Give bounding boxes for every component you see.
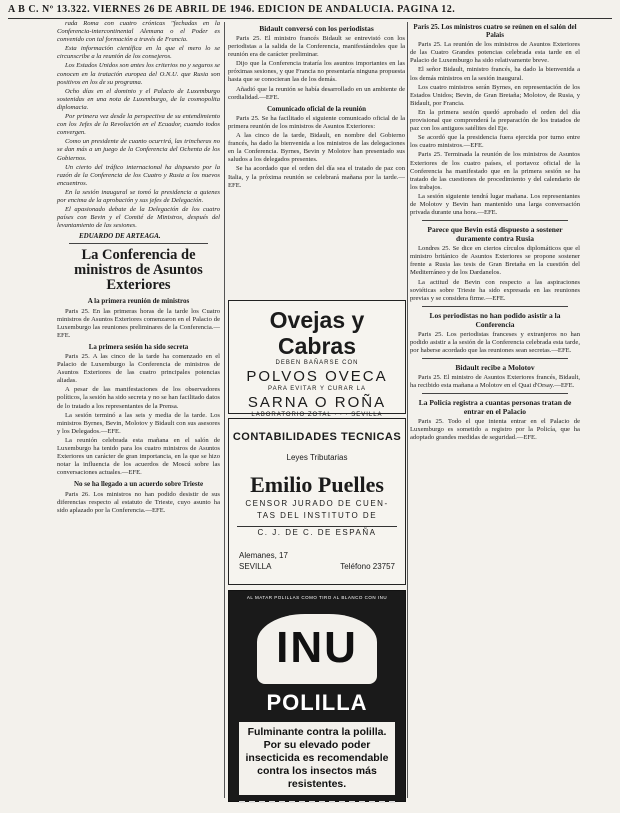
header-rule [8, 18, 612, 19]
paragraph: La reunión celebrada esta mañana en el salón de Luxemburgo ha tenido para los cuatro ministros de Asuntos Exteriores un carácter de gran importancia, en la que se hizo notar la influencia de los acuerdos de Moscú sobre las conversaciones actuales.—EFE. [57, 436, 220, 477]
subheadline: Paris 25. Los ministros cuatro se reúnen en el salón del Palais [413, 23, 577, 40]
divider [422, 358, 568, 359]
advert-city: SEVILLA [239, 562, 272, 571]
divider [422, 393, 568, 394]
divider [69, 243, 208, 244]
paragraph: Por primera vez desde la perspectiva de su entendimiento con los Jefes de la Revolución en el Ecuador, cuando todos convergen. [57, 113, 220, 137]
advert-title: Ovejas y Cabras [269, 307, 365, 359]
subheadline: Comunicado oficial de la reunión [266, 104, 367, 113]
paragraph: Paris 25. A las cinco de la tarde ha comenzado en el Palacio de Luxemburgo la Conferencia de ministros de Asuntos Exteriores de las cuatro principales potencias aliadas. [57, 353, 220, 385]
advert-ovejas [228, 300, 406, 418]
paragraph: La actitud de Bevin con respecto a las aspiraciones soviéticas sobre Trieste ha sido expresada en las reuniones previas y se considera firme.—EFE. [410, 278, 580, 302]
column-right [410, 20, 580, 800]
paragraph: Esta información científica en la que el mero lo se circunscribe a la reunión de los consejeros. [57, 45, 220, 61]
column-divider [407, 22, 408, 798]
paragraph: Paris 25. Terminada la reunión de los ministros de Asuntos Exteriores de los cuatro países, el portavoz oficial de la Conferencia ha manifestado que en la primera sesión se ha tratado de las cuestiones de procedimiento y del calendario de los trabajos. [410, 151, 580, 191]
advert-brand: POLVOS OVECA [246, 368, 388, 385]
paragraph: Dijo que la Conferencia trataría los asuntos importantes en las próximas sesiones, y que Francia no presentaría ninguna propuesta hasta que se conocieran las de los demás. [228, 60, 405, 84]
divider [422, 306, 568, 307]
advert-inu [228, 590, 406, 802]
paragraph: La sesión siguiente tendrá lugar mañana. Los representantes de Molotov y Bevin han mantenido una larga conversación privada durante una hora.—EFE. [410, 192, 580, 217]
paragraph: El apasionado debate de la Delegación de los cuatro países con Bevin y el Comité de Ministros, después del levantamiento de las sesiones. [57, 206, 220, 230]
paragraph: A las cinco de la tarde, Bidault, en nombre del Gobierno francés, ha dado la bienvenida a los ministros de las delegaciones en la Conferencia. Byrnes, Bevin y Molotov han presentado sus saludos a los delegados presentes. [228, 132, 405, 164]
paragraph: Como un presidente de cuanto ocurrirá, las trincheras no se dan más a un juego de la Conferencia del Ochenta de los Gobiernos. [57, 138, 220, 162]
inu-logo: INU [257, 614, 377, 684]
paragraph: Se ha acordado que el orden del día sea el tratado de paz con Italia, y la próxima reunión se celebrará mañana por la tarde.—EFE. [228, 165, 405, 189]
advert-address: Alemanes, 17 [239, 551, 288, 560]
advert-text: Fulminante contra la polilla. Por su elevado poder insecticida es recomendable contra los insectos más resistentes. [239, 722, 395, 795]
subheadline: Bidault recibe a Molotov [455, 363, 535, 373]
advert-topline: AL MATAR POLILLAS COMO TIRO AL BLANCO CON INU [246, 595, 388, 600]
divider [422, 220, 568, 221]
subheadline: La primera sesión ha sido secreta [88, 342, 189, 351]
paragraph: Paris 25. La reunión de los ministros de Asuntos Exteriores de las Cuatro Grandes potencias celebrada esta tarde en el Palacio de Luxemburgo ha sido relativamente breve. [410, 41, 580, 65]
advert-disease: SARNA O ROÑA [247, 394, 387, 411]
paragraph: Paris 25. Se ha facilitado el siguiente comunicado oficial de la primera reunión de los ministros de Asuntos Exteriores: [228, 114, 405, 130]
paragraph: Paris 25. Todo el que intenta entrar en el Palacio de Luxemburgo es sometido a registro por la Policía, que ha adoptado grandes medidas de seguridad.—EFE. [410, 418, 580, 442]
subheadline: Parece que Bevin está dispuesto a sostener duramente contra Rusia [427, 225, 563, 244]
page-header: A B C. Nº 13.322. VIERNES 26 DE ABRIL DE 1946. EDICION DE ANDALUCIA. PAGINA 12. [8, 4, 456, 15]
column-left [57, 20, 220, 800]
advert-line: C. J. DE C. DE ESPAÑA [257, 528, 377, 537]
advert-name: Emilio Puelles [250, 472, 384, 497]
subheadline: No se ha llegado a un acuerdo sobre Trieste [73, 480, 204, 489]
paragraph: Los Estados Unidos son antes los criterios no y seguros se conocen en la tratación europea del O.N.U. que Rusia son positivos en los de su programa. [57, 62, 220, 86]
paragraph: Ocho días en el dominio y el Palacio de Luxemburgo sostenidas en una nota de Luxemburgo, de la cosmopolita diplomacia. [57, 87, 220, 111]
advert-contabilidades [228, 418, 406, 585]
paragraph: Paris 25. El ministro de Asuntos Exteriores francés, Bidault, ha recibido esta mañana a Molotov en el Quai d'Orsay.—EFE. [410, 374, 580, 390]
advert-line: CENSOR JURADO DE CUEN- [245, 499, 389, 508]
paragraph: Añadió que la reunión se había desarrollado en un ambiente de cordialidad.—EFE. [228, 85, 405, 101]
paragraph: Se acordó que la presidencia fuera ejercida por turno entre los cuatro ministros.—EFE. [410, 134, 580, 150]
subheadline: Los periodistas no han podido asistir a la Conferencia [429, 310, 561, 329]
advert-title: CONTABILIDADES TECNICAS [232, 431, 402, 443]
paragraph: Paris 25. En las primeras horas de la tarde los Cuatro ministros de Asuntos Exteriores comenzaron en el Palacio de Luxemburgo las reuniones preliminares de la Conferencia.—EFE. [57, 307, 220, 339]
advert-line: DEBEN BAÑARSE CON [275, 360, 359, 366]
subheadline: Bidault conversó con los periodistas [259, 24, 374, 33]
paragraph: Londres 25. Se dice en ciertos círculos diplomáticos que el ministro británico de Asuntos Exteriores se propone sostener frente a Rusia las tesis de Gran Bretaña en la cuestión del Mediterráneo y de los Dardanelos. [410, 245, 580, 277]
byline: EDUARDO DE ARTEAGA. [79, 232, 161, 241]
column-divider [224, 22, 225, 798]
paragraph: Paris 26. Los ministros no han podido desistir de sus diferencias respecto al estatuto de Trieste, cuyo asunto ha sido aplazado por la Conferencia.—EFE. [57, 490, 220, 514]
advert-phone: Teléfono 23757 [340, 562, 395, 571]
paragraph: En la primera sesión quedó aprobado el orden del día provisional que comprenderá la preparación de los tratados de paz con los antiguos satélites del Eje. [410, 108, 580, 133]
column-middle [228, 20, 405, 310]
paragraph: En la sesión inaugural se tomó la presidencia a quienes por encima de la aprobación y sus jefes de Delegación. [57, 188, 220, 204]
advert-line: PARA EVITAR Y CURAR LA [268, 386, 366, 392]
paragraph: El señor Bidault, ministro francés, ha dado la bienvenida a los demás ministros en la sesión inaugural. [410, 66, 580, 82]
paragraph: Paris 25. Los periodistas franceses y extranjeros no han podido asistir a la sesión de la Conferencia celebrada esta tarde, por haberse acordado que las reuniones sean secretas.—EFE. [410, 330, 580, 354]
subheadline: A la primera reunión de ministros [87, 297, 190, 306]
advert-line: TAS DEL INSTITUTO DE [256, 511, 378, 520]
advert-border [239, 801, 395, 813]
paragraph: Paris 25. El ministro francés Bidault se entrevistó con los periodistas a la salida de la Conferencia, manifestándoles que la reunión era de carácter preliminar. [228, 35, 405, 59]
subheadline: La Policía registra a cuantas personas tratan de entrar en el Palacio [418, 398, 572, 417]
paragraph: Un cierto del tráfico internacional ha dispuesto por la razón de la Conferencia de los Cuatro y Rusia a los nuevos encuentros. [57, 163, 220, 187]
paragraph: La sesión terminó a las seis y media de la tarde. Los ministros Byrnes, Bevin, Molotov y Bidault con sus asesores y los Delegados.—EFE. [57, 411, 220, 435]
advert-lab: LABORATORIO ZOTAL · · · SEVILLA [251, 412, 383, 418]
advert-product: POLILLA [266, 690, 368, 715]
advert-subtitle: Leyes Tributarias [286, 453, 348, 462]
paragraph: Los cuatro ministros serán Byrnes, en representación de los Estados Unidos; Bevin, de Gran Bretaña; Molotov, de Rusia, y Bidault, por Francia. [410, 83, 580, 107]
headline: La Conferencia de ministros de Asuntos Exteriores [74, 247, 203, 294]
paragraph: A pesar de las manifestaciones de los observadores políticos, la sesión ha sido secreta y no se han facilitado datos de lo tratado a los representantes de la Prensa. [57, 386, 220, 410]
paragraph: rada Roma con cuatro crónicas "fechadas en la Conferencia-intercontinental Alemana o el Poder es convenido con tal formación a través de Francia. [57, 20, 220, 44]
